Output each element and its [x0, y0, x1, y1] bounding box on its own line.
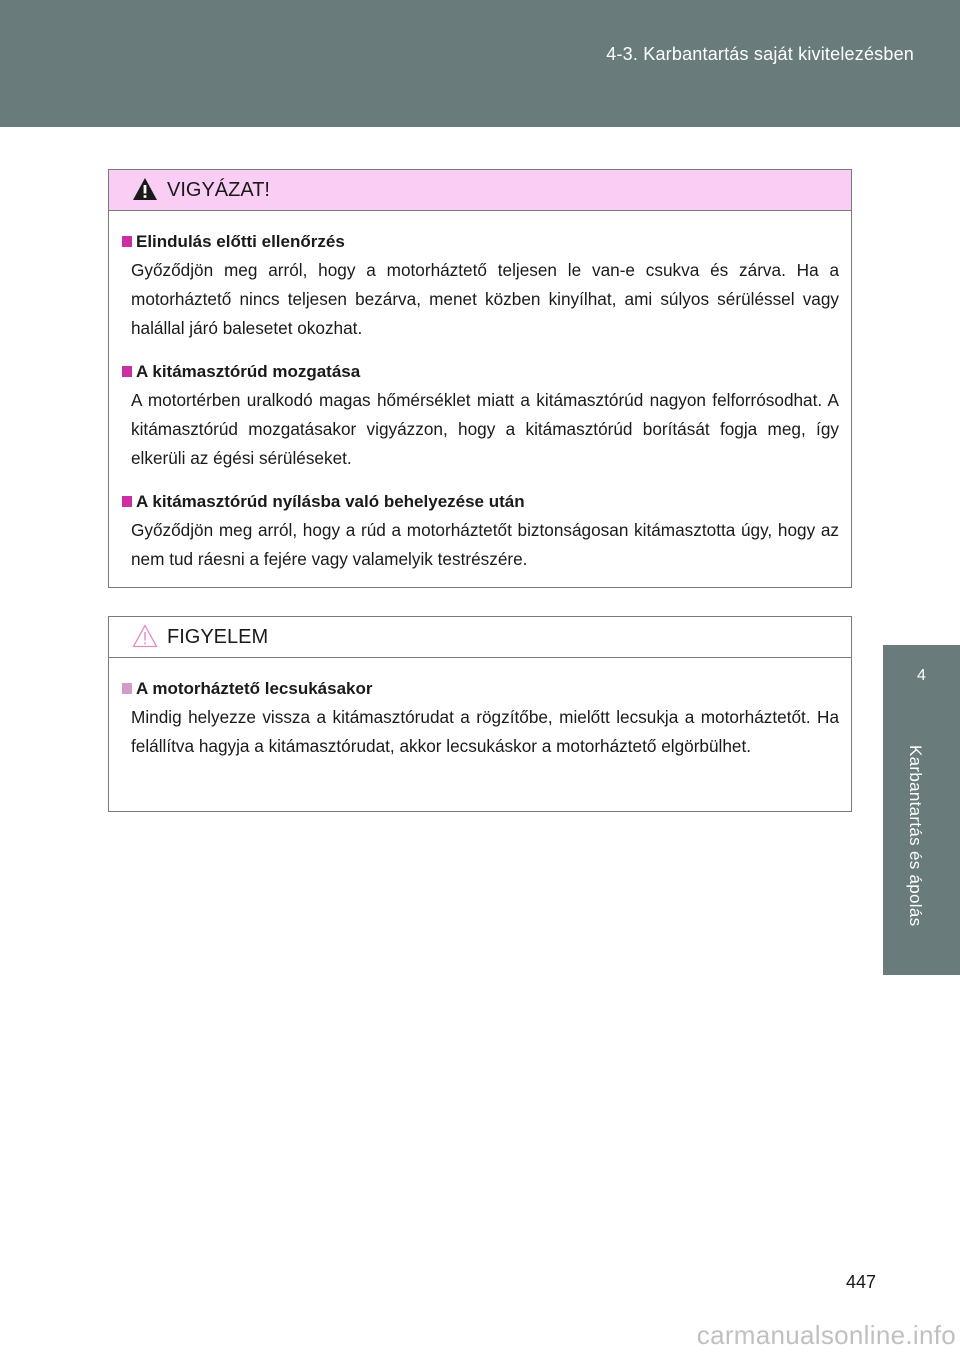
- section-body: Győződjön meg arról, hogy a motorháztető teljesen le van-e csukva és zárva. Ha a motorháztető nincs teljesen bezárva, menet közben kinyílhat, ami súlyos sérüléssel vagy halállal járó balesetet okozhat.: [131, 260, 839, 338]
- warning-triangle-icon: [132, 177, 158, 201]
- watermark: carmanualsonline.info: [696, 1320, 956, 1350]
- notice-header: [109, 617, 851, 658]
- section-heading: [122, 678, 839, 700]
- section-heading-text: A kitámasztórúd nyílásba való behelyezése után: [136, 492, 525, 511]
- header-bar: [0, 0, 960, 127]
- section-heading: [122, 231, 839, 253]
- section-heading-text: A kitámasztórúd mozgatása: [136, 362, 361, 381]
- square-bullet-icon: [122, 496, 132, 507]
- section-heading-text: Elindulás előtti ellenőrzés: [136, 232, 345, 251]
- chapter-number: 4: [917, 667, 926, 684]
- section-heading-text: A motorháztető lecsukásakor: [136, 679, 373, 698]
- notice-title: FIGYELEM: [167, 626, 269, 648]
- warning-box: [108, 169, 852, 588]
- chapter-label: Karbantartás és ápolás: [906, 745, 925, 927]
- section-body: A motortérben uralkodó magas hőmérséklet miatt a kitámasztórúd nagyon felforrósodhat. A kitámasztórúd mozgatásakor vigyázzon, hogy a kitámasztórúd borítását fogja meg, így elkerüli az égési sérüléseket.: [131, 390, 839, 468]
- warning-sections: [109, 231, 851, 574]
- square-bullet-icon: [122, 683, 132, 694]
- section-heading: [122, 491, 839, 513]
- chapter-side-tab: [883, 645, 960, 975]
- caution-triangle-outline-icon: [132, 624, 158, 648]
- warning-title: VIGYÁZAT!: [167, 179, 270, 201]
- page-number: 447: [846, 1272, 877, 1292]
- chapter-title: 4-3. Karbantartás saját kivitelezésben: [606, 44, 914, 64]
- section-body: Mindig helyezze vissza a kitámasztórudat a rögzítőbe, mielőtt lecsukja a motorháztetőt. Ha felállítva hagyja a kitámasztórudat, akkor lecsukáskor a motorháztető elgörbülhet.: [131, 707, 839, 756]
- notice-sections: [109, 678, 851, 761]
- section-body: Győződjön meg arról, hogy a rúd a motorháztetőt biztonságosan kitámasztotta úgy, hogy az nem tud ráesni a fejére vagy valamelyik testrészére.: [131, 520, 839, 569]
- square-bullet-icon: [122, 366, 132, 377]
- notice-box: [108, 616, 852, 812]
- square-bullet-icon: [122, 236, 132, 247]
- warning-header: [109, 170, 851, 211]
- section-heading: [122, 361, 839, 383]
